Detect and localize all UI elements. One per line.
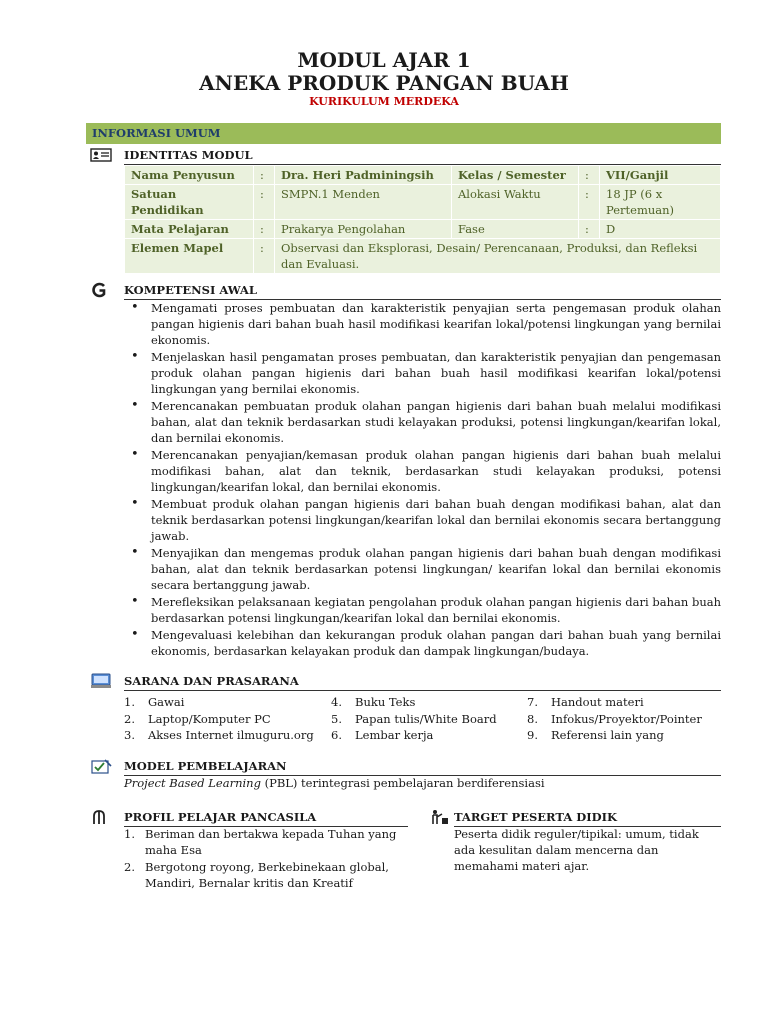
table-row (125, 185, 721, 220)
item-number: 9. (527, 728, 538, 742)
item-text: Lembar kerja (355, 728, 434, 742)
identitas-title: IDENTITAS MODUL (124, 148, 253, 162)
item-text: Handout materi (551, 695, 644, 709)
list-item (527, 694, 702, 711)
table-separator: : (254, 185, 275, 220)
table-separator: : (579, 185, 600, 220)
list-item: • Membuat produk olahan pangan higienis dari bahan buah dengan modifikasi bahan, alat dan teknik berdasarkan potensi lingkungan/kearifan lokal dan bernilai ekonomis secara bertanggung jawab. (124, 496, 721, 544)
list-item: • Mengevaluasi kelebihan dan kekurangan produk olahan pangan dari bahan buah yang bernilai ekonomis, berdasarkan kelayakan produk dan dampak lingkungan/budaya. (124, 627, 721, 659)
list-item: • Merefleksikan pelaksanaan kegiatan pengolahan produk olahan pangan higienis dari bahan buah berdasarkan potensi lingkungan/kearifan lokal dan bernilai ekonomis. (124, 594, 721, 626)
table-separator: : (579, 166, 600, 185)
list-item (124, 694, 314, 711)
table-row (125, 166, 721, 185)
table-label: Satuan Pendidikan (125, 185, 254, 220)
table-separator: : (579, 220, 600, 239)
item-text: Buku Teks (355, 695, 416, 709)
list-item (331, 694, 497, 711)
list-item (527, 711, 702, 728)
informasi-umum-band (86, 123, 721, 144)
table-label: Kelas / Semester (452, 166, 579, 185)
list-item (331, 727, 497, 744)
list-item (124, 859, 404, 891)
item-number: 8. (527, 711, 538, 726)
item-number: 5. (331, 711, 342, 726)
table-label: Mata Pelajaran (125, 220, 254, 239)
table-separator: : (254, 166, 275, 185)
informasi-umum-label: INFORMASI UMUM (92, 126, 221, 140)
garuda-icon (90, 809, 112, 825)
profil-list (124, 826, 404, 892)
table-separator: : (254, 239, 275, 274)
list-item: • Menyajikan dan mengemas produk olahan pangan higienis dari bahan buah dengan modifikasi bahan, alat dan teknik berdasarkan potensi lingkungan/ kearifan lokal dan bernilai ekonomis secara bertanggung jawab. (124, 545, 721, 593)
item-text: Referensi lain yang (551, 728, 664, 742)
target-description: Peserta didik reguler/tipikal: umum, tidak ada kesulitan dalam mencerna dan memahami materi ajar. (454, 827, 699, 873)
item-text: Laptop/Komputer PC (148, 711, 271, 726)
table-value: VII/Ganjil (600, 166, 721, 185)
item-number: 1. (124, 827, 135, 841)
item-number: 1. (124, 695, 135, 709)
checklist-icon (90, 758, 112, 774)
sarana-list-col3 (527, 694, 702, 744)
item-text: Papan tulis/White Board (355, 711, 497, 726)
list-item (331, 711, 497, 728)
identitas-table (124, 165, 721, 274)
table-row (125, 239, 721, 274)
item-number: 6. (331, 728, 342, 742)
sarana-list-col2 (331, 694, 497, 744)
item-text: Gawai (148, 695, 185, 709)
module-subject-title: ANEKA PRODUK PANGAN BUAH (199, 71, 569, 95)
item-text: Bergotong royong, Berkebinekaan global, Mandiri, Bernalar kritis dan Kreatif (145, 860, 389, 890)
item-number: 2. (124, 711, 135, 726)
table-value: 18 JP (6 x Pertemuan) (600, 185, 721, 220)
list-item: • Merencanakan penyajian/kemasan produk olahan pangan higienis dari bahan buah melalui modifikasi bahan, alat dan teknik, berdasarkan studi kelayakan produksi, potensi lingkungan/kearifan lokal, dan bernilai ekonomis. (124, 447, 721, 495)
table-value: Dra. Heri Padminingsih (275, 166, 452, 185)
sarana-title: SARANA DAN PRASARANA (124, 674, 299, 688)
curriculum-label: KURIKULUM MERDEKA (309, 95, 459, 108)
model-title: MODEL PEMBELAJARAN (124, 759, 287, 773)
table-value: Observasi dan Eksplorasi, Desain/ Perencanaan, Produksi, dan Refleksi dan Evaluasi. (275, 239, 721, 274)
item-number: 4. (331, 695, 342, 709)
target-title: TARGET PESERTA DIDIK (454, 810, 617, 824)
model-name: Project Based Learning (124, 776, 261, 790)
table-row (125, 220, 721, 239)
sarana-list-col1 (124, 694, 314, 744)
profil-title: PROFIL PELAJAR PANCASILA (124, 810, 317, 824)
table-value: SMPN.1 Menden (275, 185, 452, 220)
list-item (527, 727, 702, 744)
table-label: Alokasi Waktu (452, 185, 579, 220)
computer-icon (90, 673, 112, 689)
table-label: Fase (452, 220, 579, 239)
item-text: Infokus/Proyektor/Pointer (551, 711, 702, 726)
table-label: Elemen Mapel (125, 239, 254, 274)
item-text: Akses Internet ilmuguru.org (148, 728, 314, 742)
item-number: 3. (124, 728, 135, 742)
item-text: Beriman dan bertakwa kepada Tuhan yang maha Esa (145, 827, 397, 857)
table-value: Prakarya Pengolahan (275, 220, 452, 239)
item-number: 2. (124, 860, 135, 874)
list-item (124, 711, 314, 728)
list-item (124, 727, 314, 744)
teacher-student-icon (430, 809, 450, 825)
kompetensi-title: KOMPETENSI AWAL (124, 283, 257, 297)
module-title: MODUL AJAR 1 (297, 48, 471, 72)
divider (124, 690, 721, 691)
model-description (124, 776, 545, 790)
g-logo-icon (90, 282, 112, 298)
kompetensi-list (124, 300, 721, 660)
table-separator: : (254, 220, 275, 239)
list-item (124, 826, 404, 858)
list-item: • Merencanakan pembuatan produk olahan pangan higienis dari bahan buah melalui modifikasi bahan, alat dan teknik berdasarkan studi kelayakan produksi, potensi lingkungan/kearifan lokal, dan bernilai ekonomis. (124, 398, 721, 446)
id-card-icon (90, 147, 112, 163)
table-label: Nama Penyusun (125, 166, 254, 185)
list-item: • Menjelaskan hasil pengamatan proses pembuatan, dan karakteristik penyajian dan pengemasan produk olahan pangan higienis dari bahan buah hasil modifikasi kearifan lokal/potensi lingkungan yang bernilai ekonomis. (124, 349, 721, 397)
item-number: 7. (527, 695, 538, 709)
list-item: • Mengamati proses pembuatan dan karakteristik penyajian serta pengemasan produk olahan pangan higienis dari bahan buah hasil modifikasi kearifan lokal/potensi lingkungan yang bernilai ekonomis. (124, 300, 721, 348)
table-value: D (600, 220, 721, 239)
model-detail: (PBL) terintegrasi pembelajaran berdiferensiasi (260, 776, 545, 790)
